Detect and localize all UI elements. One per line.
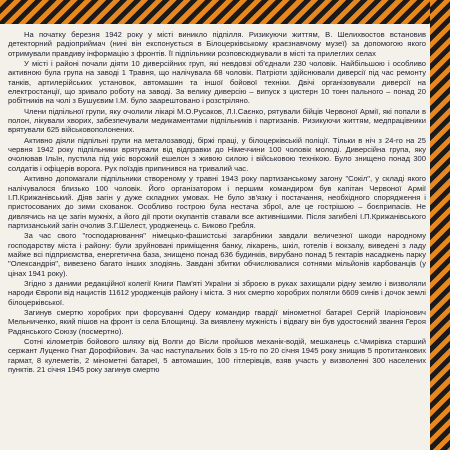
paragraph: Активно допомагали підпільники створеному у травні 1943 року партизанському загону "Сокіл", у складі якого налічувалося близько 100 чоловік. Його організатором і першим командиром був капітан Червоної Армії І.П.Крижанівський. Діяв загін у дуже складних умовах. Не було зв'язку і постачання, необхідного спорядження і пристосованих до зими схованок. Особливо гострою була нестача зброї, але це гострішою – боєприпасів. Не дивлячись на це загін мужніх, а його дії проти окупантів ставали все активнішими. Після загибелі І.П.Крижанівського партизанський загін очолив З.Г.Шелест, уродженець с. Биково Гребля. [8, 174, 426, 230]
paragraph: На початку березня 1942 року у місті виникло підпілля. Ризикуючи життям, В. Шелихвостов встановив детекторний радіоприймач (нині він експонується в Білоцерківському краєзнавчому музеї) за допомогою якого отримували правдиву інформацію з фронтів. Її підпільники розповсюджували в місті та прилеглих селах [8, 30, 426, 58]
st-george-ribbon-right [430, 0, 450, 450]
article-body [8, 30, 426, 446]
paragraph: Загинув смертю хоробрих при форсуванні Одеру командир гвардії мінометної батареї Сергій Іларіонович Мельниченко, який пішов на фронт із села Блощинці. За виявлену мужність і відвагу він був удостоєний звання Героя Радянського Союзу (посмертно). [8, 307, 426, 336]
st-george-ribbon-top [0, 0, 450, 24]
paragraph: За час свого "господарювання" німецько-фашистські загарбники завдали величезної шкоди народному господарству міста і району: були зруйновані приміщення банку, лікарень, шкіл, готелів і вокзалу, виведені з ладу майже всі підприємства, енергетична база, знищено понад 636 будинків, вирубано понад 5 гектарів насаджень парку "Олександрія", вивезено багато інших злодіянь. Завдані збитки обчислювалися сотнями мільйонів карбованців (у цінах 1941 року). [8, 231, 426, 278]
paragraph: Активно діяли підпільні групи на металозаводі, біржі праці, у білоцерківській поліції. Тільки в ніч з 24-го на 25 червня 1942 року підпільники врятували від відправки до Німеччини 100 чоловік молоді. Диверсійна група, яку очолював Ільїн, пустила під укіс ворожий ешелон з живою силою і військовою технікою. Було знищено понад 300 солдатів і офіцерів ворога. Рух поїздів припинився на тривалий час. [8, 135, 426, 173]
paragraph: Сотні кілометрів бойового шляху від Волги до Вісли пройшов механік-водій, мешканець с.Чмирівка старший сержант Луценко Гнат Дорофійович. За час наступальних боїв з 15-го по 20 січня 1945 року знищив 5 протитанкових гармат, 8 кулеметів, 2 мінометні батареї, 5 автомашин, 100 гітлерівців, взяв участь у визволенні 300 населених пунктів. 21 січня 1945 року загинув смертю [8, 337, 426, 375]
paragraph: У місті і районі почали діяти 10 диверсійних груп, які невдовзі об'єднали 230 чоловік. Найбільшою і особливо активною була група на заводі 1 Травня, що налічувала 68 чоловік. Патріоти здійснювали диверсії під час ремонту танків, артилерійських установок, автомашин та іншої бойової техніки. Двічі організовували диверсії на електростанції, що зривало роботу на заводі. За велику диверсію – випуск з цистерн 10 тонн пального – понад 20 робітників на чолі з Бушуєвим І.М. було заарештовано і розстріляно. [8, 59, 426, 106]
paragraph: Згідно з даними редакційної колегії Книги Пам'яті України зі зброєю в руках захищали рідну землю і визволяли народи Європи від нацистів 11612 уродженців району і міста. З них смертю хоробрих полягли 6609 синів і дочок землі білоцерківської. [8, 278, 426, 307]
paragraph: Члени підпільної групи, яку очолили лікарі М.О.Русаков, Л.І.Саєнко, рятували бійців Червоної Армії, які попали в полон, лікували хворих, забезпечували медикаментами підпільників і партизанів. Ризикуючи життям, медпрацівники врятували 625 військовополонених. [8, 106, 426, 135]
